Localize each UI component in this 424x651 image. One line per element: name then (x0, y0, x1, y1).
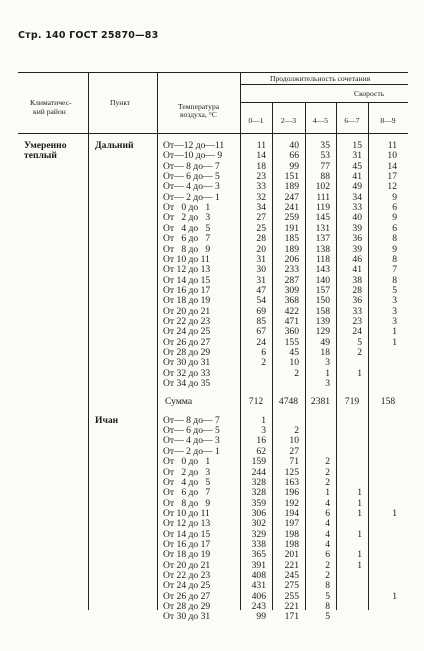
table-cell: 28 (352, 284, 362, 296)
temp-range: От— 8 до— 7 (163, 414, 220, 426)
table-cell: 28 (256, 233, 266, 245)
table-top-rule (18, 72, 408, 73)
table-cell: 6 (392, 202, 397, 214)
table-cell: 8 (392, 233, 397, 245)
page-header: Стр. 140 ГОСТ 25870—83 (18, 30, 159, 41)
table-cell: 39 (352, 243, 362, 255)
table-cell: 1 (392, 590, 397, 602)
header-region-line1: Климатичес- (30, 98, 72, 107)
table-cell: 77 (320, 160, 330, 172)
table-cell: 6 (392, 222, 397, 234)
table-cell: 45 (289, 347, 299, 358)
table-cell: 9 (392, 191, 397, 203)
temp-range: От 16 до 17 (163, 538, 211, 550)
table-cell: 5 (325, 611, 330, 623)
table-cell: 36 (352, 295, 362, 307)
table-cell: 1 (357, 497, 362, 509)
col-divider-point (157, 72, 158, 610)
sum-cell: 2381 (310, 396, 331, 408)
table-cell: 46 (352, 253, 362, 265)
region-label: Умеренно (24, 140, 67, 151)
table-cell: 6 (325, 549, 330, 561)
temp-range: От 34 до 35 (163, 378, 211, 390)
header-temp-line2: воздуха, °С (180, 110, 217, 119)
speed-range-header: 4—5 (312, 116, 329, 125)
table-cell: 4 (325, 497, 330, 509)
table-cell: 54 (256, 295, 266, 307)
table-cell: 34 (352, 191, 362, 203)
table-cell: 14 (387, 160, 397, 172)
temp-range: От 20 до 21 (163, 559, 211, 571)
table-cell: 5 (392, 284, 397, 296)
table-cell: 36 (352, 233, 362, 245)
table-cell: 11 (256, 140, 266, 151)
table-cell: 360 (284, 326, 299, 338)
table-cell: 1 (357, 487, 362, 499)
table-cell: 194 (284, 507, 299, 519)
table-cell: 338 (251, 538, 266, 550)
temp-range: От— 4 до— 3 (163, 435, 220, 447)
table-cell: 27 (256, 212, 266, 224)
temp-range: От 2 до 3 (163, 212, 211, 224)
table-cell: 31 (352, 150, 362, 162)
table-cell: 23 (256, 171, 266, 183)
temp-range: От 14 до 15 (163, 528, 211, 540)
table-cell: 12 (387, 181, 397, 193)
speed-rule (240, 102, 408, 103)
table-cell: 2 (261, 357, 266, 369)
table-cell: 471 (284, 315, 299, 327)
table-cell: 365 (251, 549, 266, 561)
temp-range: От 32 до 33 (163, 367, 211, 379)
table-cell: 197 (284, 518, 299, 530)
table-cell: 39 (352, 222, 362, 234)
speed-range-header: 8—9 (380, 116, 396, 125)
table-cell: 247 (284, 191, 299, 203)
table-cell: 27 (289, 445, 299, 457)
table-cell: 1 (357, 507, 362, 519)
table-cell: 4 (325, 518, 330, 530)
table-cell: 1 (357, 549, 362, 561)
table-cell: 2 (325, 476, 330, 488)
table-cell: 71 (289, 456, 299, 468)
table-cell: 131 (315, 222, 330, 234)
temp-range: От 18 до 19 (163, 549, 211, 561)
table-cell: 150 (315, 295, 330, 307)
temp-range: От 26 до 27 (163, 336, 211, 348)
region-label: теплый (24, 150, 57, 162)
header-point: Пункт (110, 98, 131, 107)
temp-range: От—12 до—11 (163, 140, 225, 151)
table-cell: 8 (325, 580, 330, 592)
table-cell: 4 (325, 538, 330, 550)
table-cell: 10 (387, 150, 397, 162)
table-cell: 408 (251, 570, 266, 581)
temp-range: От— 6 до— 5 (163, 425, 220, 437)
sum-cell: 719 (344, 396, 360, 408)
table-cell: 328 (251, 487, 266, 499)
table-cell: 3 (325, 378, 330, 390)
temp-range: От 0 до 1 (163, 456, 211, 468)
table-cell: 41 (352, 171, 362, 183)
table-cell: 20 (256, 243, 266, 255)
table-cell: 431 (251, 580, 266, 592)
table-cell: 171 (284, 611, 299, 623)
table-cell: 102 (315, 181, 330, 193)
table-cell: 34 (256, 202, 266, 214)
sum-cell: 712 (248, 396, 264, 408)
table-cell: 7 (392, 264, 397, 276)
table-cell: 1 (325, 367, 330, 379)
table-cell: 391 (251, 559, 266, 571)
table-cell: 243 (251, 601, 266, 613)
speed-range-header: 0—1 (248, 116, 264, 125)
table-cell: 245 (284, 570, 299, 581)
table-cell: 33 (256, 181, 266, 193)
table-cell: 2 (325, 466, 330, 478)
table-cell: 2 (325, 559, 330, 571)
table-cell: 155 (284, 336, 299, 348)
table-cell: 99 (256, 611, 266, 623)
table-cell: 1 (357, 367, 362, 379)
table-cell: 158 (315, 305, 330, 317)
table-cell: 306 (251, 507, 266, 519)
table-cell: 9 (392, 243, 397, 255)
table-cell: 23 (352, 315, 362, 327)
table-cell: 198 (284, 538, 299, 550)
table-cell: 17 (387, 171, 397, 183)
table-cell: 129 (315, 326, 330, 338)
sum-label: Сумма (165, 396, 193, 408)
temp-range: От 10 до 11 (163, 507, 210, 519)
table-cell: 40 (289, 140, 299, 151)
table-cell: 14 (256, 150, 266, 162)
temp-range: От 18 до 19 (163, 295, 211, 307)
table-cell: 6 (261, 347, 266, 358)
table-cell: 49 (352, 181, 362, 193)
table-cell: 201 (284, 549, 299, 561)
table-cell: 35 (320, 140, 330, 151)
temp-range: От 6 до 7 (163, 233, 211, 245)
table-cell: 18 (256, 160, 266, 172)
table-cell: 1 (392, 326, 397, 338)
speed-range-header: 2—3 (280, 116, 297, 125)
table-cell: 2 (325, 456, 330, 468)
table-cell: 163 (284, 476, 299, 488)
temp-range: От 30 до 31 (163, 357, 211, 369)
temp-range: От 22 до 23 (163, 570, 211, 581)
sum-cell: 4748 (278, 396, 299, 408)
table-cell: 1 (261, 414, 266, 426)
table-cell: 18 (320, 347, 330, 358)
temp-range: От 4 до 5 (163, 222, 211, 234)
temp-range: От 14 до 15 (163, 274, 211, 286)
table-cell: 88 (320, 171, 330, 183)
table-cell: 1 (357, 528, 362, 540)
table-cell: 233 (284, 264, 299, 276)
table-cell: 259 (284, 212, 299, 224)
table-cell: 5 (325, 590, 330, 602)
table-cell: 38 (352, 274, 362, 286)
table-cell: 191 (284, 222, 299, 234)
temp-range: От 8 до 9 (163, 497, 211, 509)
table-cell: 4 (325, 528, 330, 540)
table-cell: 66 (289, 150, 299, 162)
temp-range: От— 2 до— 1 (163, 191, 220, 203)
table-cell: 118 (315, 253, 330, 265)
table-cell: 309 (284, 284, 299, 296)
header-bottom-rule (18, 133, 408, 134)
duration-rule (240, 84, 408, 85)
table-cell: 302 (251, 518, 266, 530)
table-cell: 159 (251, 456, 266, 468)
table-cell: 192 (284, 497, 299, 509)
table-cell: 8 (325, 601, 330, 613)
table-cell: 31 (256, 253, 266, 265)
table-cell: 31 (256, 274, 266, 286)
temp-range: От 24 до 25 (163, 326, 211, 338)
table-cell: 189 (284, 181, 299, 193)
table-cell: 244 (251, 466, 266, 478)
table-cell: 1 (357, 559, 362, 571)
table-cell: 33 (352, 202, 362, 214)
table-cell: 15 (352, 140, 362, 151)
table-cell: 143 (315, 264, 330, 276)
table-cell: 53 (320, 150, 330, 162)
temp-range: От— 2 до— 1 (163, 445, 220, 457)
table-cell: 47 (256, 284, 266, 296)
table-cell: 3 (261, 425, 266, 437)
table-cell: 45 (352, 160, 362, 172)
table-cell: 11 (387, 140, 397, 151)
temp-range: От 28 до 29 (163, 347, 211, 358)
table-cell: 137 (315, 233, 330, 245)
table-cell: 2 (325, 570, 330, 581)
table-cell: 9 (392, 212, 397, 224)
table-cell: 2 (294, 425, 299, 437)
temp-range: От 4 до 5 (163, 476, 211, 488)
col-divider-region (88, 72, 89, 610)
temp-range: От— 4 до— 3 (163, 181, 220, 193)
table-cell: 241 (284, 202, 299, 214)
table-cell: 6 (325, 507, 330, 519)
table-cell: 1 (392, 336, 397, 348)
table-cell: 69 (256, 305, 266, 317)
speed-range-header: 6—7 (344, 116, 360, 125)
table-cell: 3 (392, 295, 397, 307)
temp-range: От—10 до— 9 (163, 150, 223, 162)
table-cell: 33 (352, 305, 362, 317)
header-temp-line1: Температура (178, 102, 220, 111)
table-cell: 1 (325, 487, 330, 499)
temp-range: От 30 до 31 (163, 611, 211, 623)
table-cell: 206 (284, 253, 299, 265)
table-cell: 5 (357, 336, 362, 348)
table-cell: 255 (284, 590, 299, 602)
table-cell: 422 (284, 305, 299, 317)
table-cell: 329 (251, 528, 266, 540)
temp-range: От 0 до 1 (163, 202, 211, 214)
temp-range: От 16 до 17 (163, 284, 211, 296)
table-cell: 157 (315, 284, 330, 296)
table-cell: 185 (284, 233, 299, 245)
table-cell: 125 (284, 466, 299, 478)
table-cell: 62 (256, 445, 266, 457)
table-cell: 25 (256, 222, 266, 234)
temp-range: От 20 до 21 (163, 305, 211, 317)
temp-range: От 24 до 25 (163, 580, 211, 592)
table-cell: 1 (392, 507, 397, 519)
temp-range: От 6 до 7 (163, 487, 211, 499)
table-cell: 196 (284, 487, 299, 499)
temp-range: От 10 до 11 (163, 253, 210, 265)
temp-range: От— 6 до— 5 (163, 171, 220, 183)
table-cell: 3 (392, 315, 397, 327)
temp-range: От 28 до 29 (163, 601, 211, 613)
temp-range: От 2 до 3 (163, 466, 211, 478)
header-duration: Продолжительность сочетания (270, 74, 371, 83)
sum-cell: 158 (380, 396, 396, 408)
table-cell: 138 (315, 243, 330, 255)
table-cell: 3 (325, 357, 330, 369)
table-cell: 3 (392, 305, 397, 317)
table-cell: 24 (352, 326, 362, 338)
table-cell: 140 (315, 274, 330, 286)
table-cell: 16 (256, 435, 266, 447)
temp-range: От 8 до 9 (163, 243, 211, 255)
temp-range: От 12 до 13 (163, 264, 211, 276)
table-cell: 119 (315, 202, 330, 214)
table-cell: 10 (289, 435, 299, 447)
table-cell: 24 (256, 336, 266, 348)
table-cell: 30 (256, 264, 266, 276)
table-cell: 85 (256, 315, 266, 327)
table-cell: 328 (251, 476, 266, 488)
table-cell: 198 (284, 528, 299, 540)
header-region-line2: кий район (33, 107, 66, 116)
table-cell: 151 (284, 171, 299, 183)
table-cell: 406 (251, 590, 266, 602)
header-speed: Скорость (354, 89, 385, 98)
table-cell: 49 (320, 336, 330, 348)
table-cell: 41 (352, 264, 362, 276)
table-cell: 145 (315, 212, 330, 224)
table-cell: 287 (284, 274, 299, 286)
point-name: Дальний (95, 140, 134, 151)
table-cell: 221 (284, 559, 299, 571)
table-cell: 99 (289, 160, 299, 172)
temp-range: От 26 до 27 (163, 590, 211, 602)
table-cell: 2 (294, 367, 299, 379)
temp-range: От 22 до 23 (163, 315, 211, 327)
table-cell: 67 (256, 326, 266, 338)
table-cell: 2 (357, 347, 362, 358)
temp-range: От— 8 до— 7 (163, 160, 220, 172)
table-cell: 359 (251, 497, 266, 509)
table-cell: 275 (284, 580, 299, 592)
temp-range: От 12 до 13 (163, 518, 211, 530)
table-cell: 139 (315, 315, 330, 327)
table-cell: 368 (284, 295, 299, 307)
table-cell: 10 (289, 357, 299, 369)
table-cell: 8 (392, 274, 397, 286)
table-cell: 111 (316, 191, 330, 203)
table-cell: 32 (256, 191, 266, 203)
table-cell: 221 (284, 601, 299, 613)
table-cell: 189 (284, 243, 299, 255)
table-cell: 8 (392, 253, 397, 265)
point-name: Ичан (95, 414, 119, 426)
table-cell: 40 (352, 212, 362, 224)
